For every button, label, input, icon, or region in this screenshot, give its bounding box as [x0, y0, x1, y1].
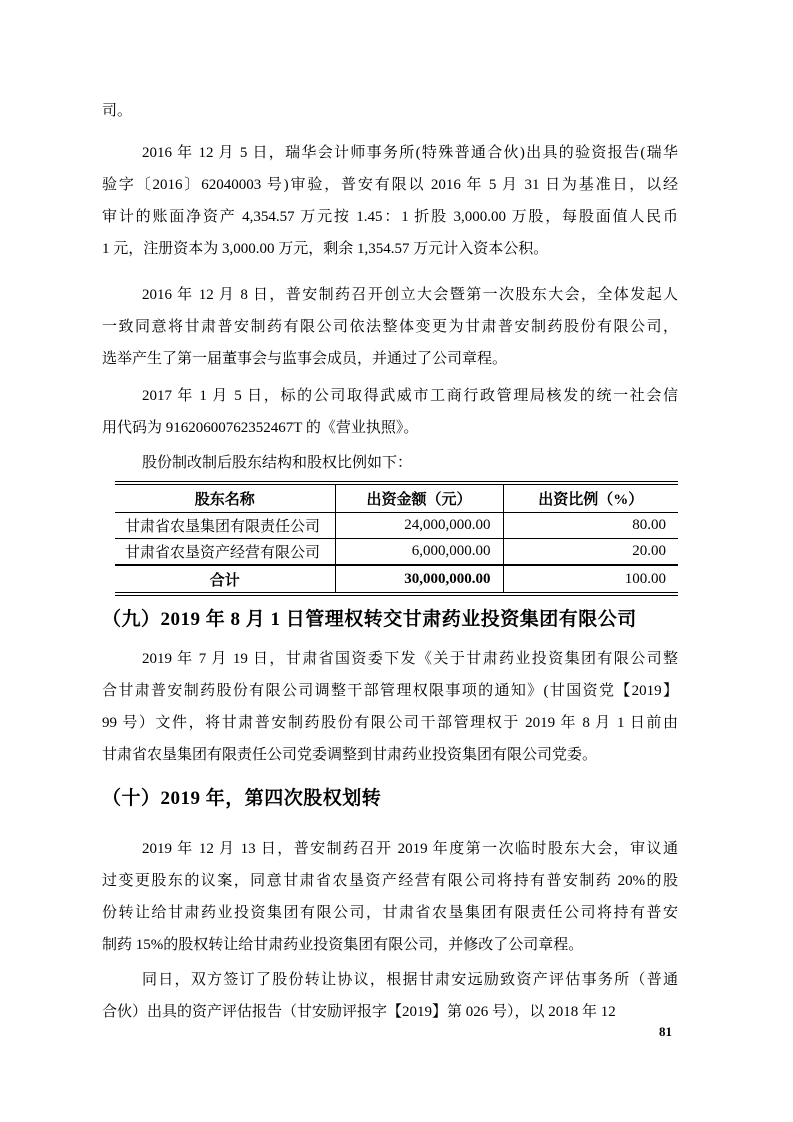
contribution-amount-cell: 24,000,000.00: [335, 513, 503, 539]
shareholder-name-cell: 甘肃省农垦集团有限责任公司: [125, 519, 321, 535]
body-text-line: 2017 年 1 月 5 日，标的公司取得武威市工商行政管理局核发的统一社会信: [142, 388, 678, 404]
body-text-line: 验字〔2016〕62040003 号)审验，普安有限以 2016 年 5 月 31 日为基准日，以经: [102, 177, 678, 193]
content-area: [102, 0, 678, 1028]
shareholder-name-cell: 甘肃省农垦资产经营有限公司: [125, 545, 321, 561]
table-intro-line: [102, 450, 678, 476]
shareholder-table: [115, 481, 678, 596]
body-text-line: 1 元，注册资本为 3,000.00 万元，剩余 1,354.57 万元计入资本公积。: [102, 241, 549, 257]
body-text-line: 制药 15%的股权转让给甘肃药业投资集团有限公司，并修改了公司章程。: [102, 937, 584, 953]
table-total-row: [115, 565, 678, 594]
body-text-line: 用代码为 91620600762352467T 的《营业执照》。: [102, 420, 419, 436]
page-number: 81: [659, 1024, 672, 1039]
table-header-contribution-amount: 出资金额（元）: [335, 483, 503, 513]
table-header-row: [115, 483, 678, 513]
body-text-line: 选举产生了第一届董事会与监事会成员，并通过了公司章程。: [102, 351, 508, 367]
table-header-contribution-ratio: 出资比例（%）: [503, 483, 678, 513]
contribution-ratio-cell: 20.00: [503, 539, 678, 566]
section-heading-9: （九）2019 年 8 月 1 日管理权转交甘肃药业投资集团有限公司: [102, 609, 637, 630]
table-header-shareholder-name: 股东名称: [194, 492, 255, 508]
body-text-line: 2016 年 12 月 5 日，瑞华会计师事务所(特殊普通合伙)出具的验资报告(瑞华: [142, 145, 678, 161]
body-text-line: 过变更股东的议案，同意甘肃省农垦资产经营有限公司将持有普安制药 20%的股: [102, 873, 678, 889]
table-row: [115, 539, 678, 566]
paragraph-management-transfer: [102, 643, 678, 771]
total-label-cell: 合计: [209, 572, 240, 589]
contribution-ratio-cell: 80.00: [503, 513, 678, 539]
total-amount-cell: 30,000,000.00: [335, 565, 503, 594]
paragraph-founding-meeting: [102, 279, 678, 375]
paragraph-transfer-agreement: [102, 964, 678, 1028]
body-text-line: 股份制改制后股东结构和股权比例如下：: [142, 455, 413, 471]
body-text-line: 同日，双方签订了股份转让协议，根据甘肃安远励致资产评估事务所（普通: [142, 972, 678, 988]
body-text-line: 一致同意将甘肃普安制药有限公司依法整体变更为甘肃普安制药股份有限公司，: [102, 319, 678, 335]
body-text-line: 份转让给甘肃药业投资集团有限公司，甘肃省农垦集团有限责任公司将持有普安: [102, 905, 678, 921]
paragraph-capital-verification: [102, 137, 678, 265]
body-text-line: 审计的账面净资产 4,354.57 万元按 1.45：1 折股 3,000.00 万股，每股面值人民币: [102, 209, 678, 225]
paragraph-continuation: [102, 95, 678, 127]
paragraph-equity-transfer: [102, 833, 678, 961]
body-text-line: 2019 年 12 月 13 日，普安制药召开 2019 年度第一次临时股东大会，审议通: [142, 841, 678, 857]
body-text-line: 司。: [102, 103, 133, 119]
body-text-line: 合甘肃普安制药股份有限公司调整干部管理权限事项的通知》(甘国资党【2019】: [102, 683, 678, 699]
contribution-amount-cell: 6,000,000.00: [335, 539, 503, 566]
paragraph-business-license: [102, 380, 678, 444]
body-text-line: 合伙）出具的资产评估报告（甘安励评报字【2019】第 026 号），以 2018 年 12: [102, 1004, 616, 1020]
table-row: [115, 513, 678, 539]
total-ratio-cell: 100.00: [503, 565, 678, 594]
body-text-line: 2019 年 7 月 19 日，甘肃省国资委下发《关于甘肃药业投资集团有限公司整: [142, 651, 678, 667]
body-text-line: 99 号）文件，将甘肃普安制药股份有限公司干部管理权于 2019 年 8 月 1 日前由: [102, 715, 678, 731]
body-text-line: 甘肃省农垦集团有限责任公司党委调整到甘肃药业投资集团有限公司党委。: [102, 747, 598, 763]
section-heading-10: （十）2019 年，第四次股权划转: [102, 788, 382, 809]
body-text-line: 2016 年 12 月 8 日，普安制药召开创立大会暨第一次股东大会，全体发起人: [142, 287, 678, 303]
